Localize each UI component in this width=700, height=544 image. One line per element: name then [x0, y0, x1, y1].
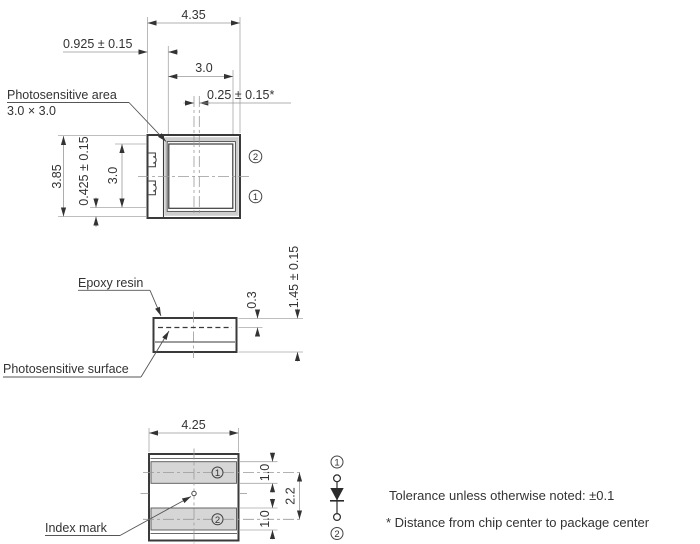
dim-total-width: 4.35 [181, 8, 206, 22]
symbol-terminal-2-number: 2 [334, 529, 340, 540]
terminal-2-number: 2 [252, 152, 259, 163]
dim-bottom-total-width: 4.25 [181, 418, 206, 432]
top-view [7, 8, 291, 227]
dim-total-height: 3.85 [50, 164, 64, 189]
symbol-terminal-1-number: 1 [334, 457, 340, 469]
terminal-1-number: 1 [252, 192, 259, 203]
dim-surface-depth: 0.3 [245, 291, 259, 309]
dim-pad-bottom-width: 1.0 [258, 510, 272, 528]
symbol-anode-terminal [334, 475, 341, 482]
diode-symbol [330, 456, 344, 540]
dim-side-total-height: 1.45 ± 0.15 [287, 245, 301, 309]
epoxy-resin-label: Epoxy resin [78, 276, 144, 290]
side-body-outline [154, 318, 237, 352]
pad-2-number: 2 [214, 514, 221, 526]
dim-pad-pitch: 2.2 [283, 487, 298, 505]
pad-1-number: 1 [214, 468, 221, 479]
index-mark [192, 491, 196, 495]
leader-line [150, 290, 161, 316]
photosensitive-area-label: Photosensitive area [7, 88, 117, 102]
footnote: * Distance from chip center to package center [386, 515, 650, 530]
dim-pad-top-width: 1.0 [258, 463, 272, 482]
symbol-cathode-terminal [334, 514, 341, 521]
dim-center-offset: 0.25 ± 0.15* [207, 88, 275, 102]
bottom-view [45, 418, 302, 544]
diode-anode-triangle [330, 488, 343, 501]
photosensitive-surface-label: Photosensitive surface [3, 362, 129, 376]
index-mark-label: Index mark [45, 521, 107, 535]
photosensitive-area-size-label: 3.0 × 3.0 [7, 104, 56, 118]
dim-left-offset: 0.925 ± 0.15 [63, 37, 133, 51]
side-view [3, 246, 303, 377]
dim-bottom-offset: 0.425 ± 0.15 [77, 136, 91, 206]
notes [386, 488, 650, 530]
dim-area-height: 3.0 [106, 166, 120, 185]
tolerance-note: Tolerance unless otherwise noted: ±0.1 [389, 488, 615, 503]
dim-area-width: 3.0 [195, 61, 213, 75]
